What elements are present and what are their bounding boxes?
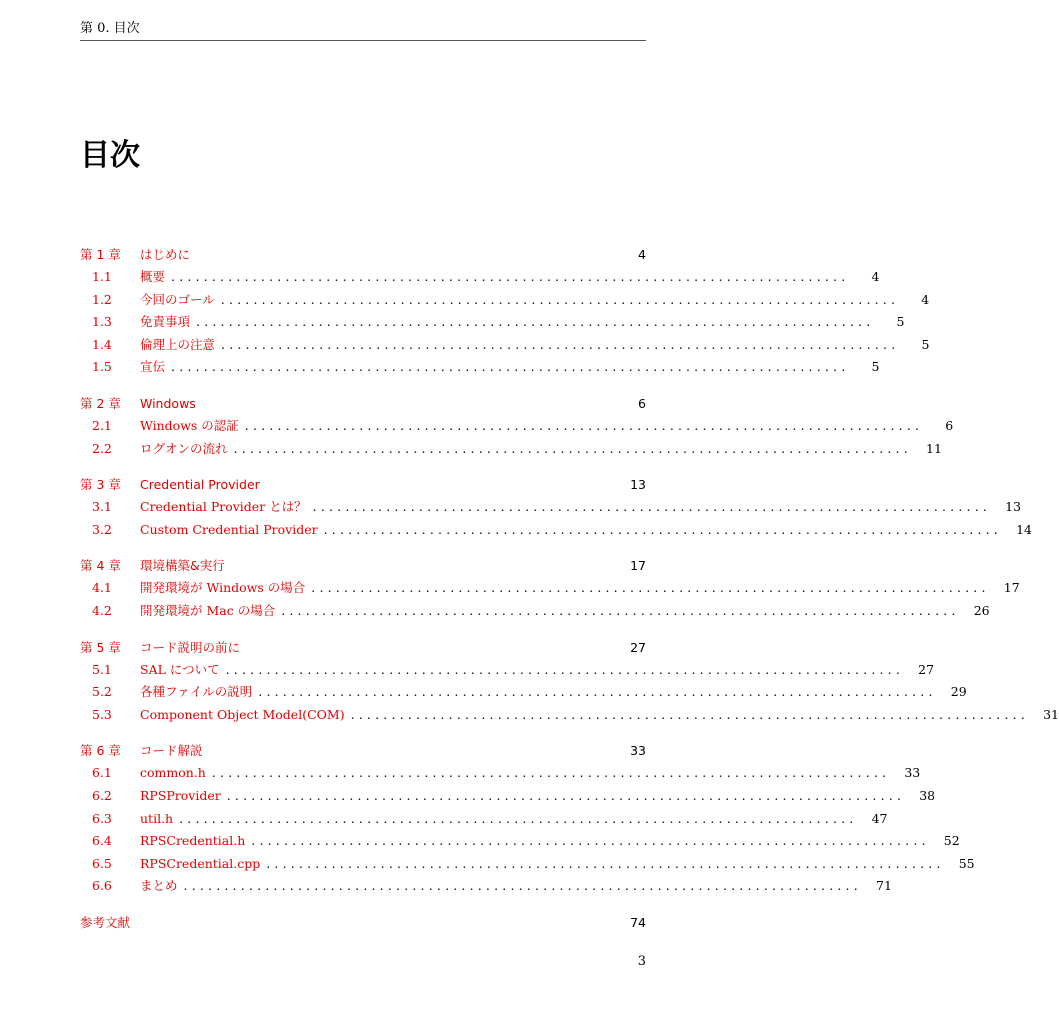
dot-leader: ................................................................................... <box>183 878 862 894</box>
chapter-number: 第 5 章 <box>80 639 121 655</box>
chapter-title: Credential Provider <box>140 477 260 493</box>
dot-leader: ................................................................................... <box>211 765 891 781</box>
chapter-page: 33 <box>630 743 646 759</box>
section-page: 55 <box>958 855 975 871</box>
table-of-contents <box>80 244 1059 934</box>
section-title: util.h <box>140 810 174 826</box>
section-title: ログオンの流れ <box>140 440 228 456</box>
dot-leader: ................................................................................... <box>221 336 900 352</box>
running-header: 第 0. 目次 <box>80 21 140 36</box>
dot-leader: ................................................................................... <box>233 440 912 456</box>
dot-leader: ................................................................................... <box>171 269 850 284</box>
section-page: 11 <box>926 440 942 456</box>
section-title: Component Object Model(COM) <box>140 706 345 722</box>
chapter-number: 第 3 章 <box>80 477 121 493</box>
toc-section-6-5[interactable] <box>80 853 975 876</box>
dot-leader: ................................................................................... <box>311 580 990 596</box>
toc-section-6-1[interactable] <box>80 762 921 785</box>
dot-leader: ................................................................................... <box>258 684 937 700</box>
chapter-number: 第 6 章 <box>80 743 121 759</box>
toc-section-6-4[interactable] <box>80 830 960 853</box>
chapter-title: コード説明の前に <box>140 639 241 655</box>
dot-leader: ................................................................................... <box>171 359 850 375</box>
section-title: common.h <box>140 765 206 781</box>
section-title: Custom Credential Provider <box>140 521 318 537</box>
section-page: 29 <box>950 684 967 700</box>
toc-section-1-1[interactable] <box>80 266 880 289</box>
section-page: 38 <box>919 787 936 803</box>
section-title: 各種ファイルの説明 <box>140 684 253 700</box>
toc-section-5-2[interactable] <box>80 681 967 704</box>
dot-leader: ................................................................................... <box>323 521 1002 537</box>
section-page: 4 <box>871 269 880 284</box>
toc-section-2-2[interactable] <box>80 438 942 461</box>
section-page: 52 <box>943 833 960 849</box>
dot-leader: ................................................................................... <box>196 314 875 330</box>
section-title: SAL について <box>140 661 220 677</box>
section-title: RPSCredential.h <box>140 833 246 849</box>
section-page: 5 <box>871 359 880 375</box>
toc-chapter-4[interactable] <box>80 555 646 577</box>
toc-chapter-1[interactable] <box>80 244 646 266</box>
section-title: Credential Provider とは？ <box>140 499 307 515</box>
references-page: 74 <box>630 914 646 930</box>
toc-section-6-3[interactable] <box>80 808 888 831</box>
section-title: RPSCredential.cpp <box>140 855 261 871</box>
toc-chapter-6[interactable] <box>80 740 646 762</box>
section-page: 5 <box>921 336 930 352</box>
section-title: Windows の認証 <box>140 417 239 433</box>
chapter-page: 6 <box>638 395 646 411</box>
dot-leader: ................................................................................... <box>226 787 906 803</box>
dot-leader: ................................................................................... <box>244 417 924 433</box>
section-title: 倫理上の注意 <box>140 336 216 352</box>
toc-section-1-5[interactable] <box>80 356 880 379</box>
chapter-page: 13 <box>630 477 646 493</box>
chapter-number: 第 1 章 <box>80 247 121 262</box>
dot-leader: ................................................................................... <box>350 706 1029 722</box>
section-title: 宣伝 <box>140 359 166 375</box>
toc-chapter-3[interactable] <box>80 474 646 496</box>
section-page: 31 <box>1043 706 1059 722</box>
toc-section-6-2[interactable] <box>80 785 936 808</box>
chapter-number: 第 4 章 <box>80 558 121 574</box>
section-number: 6.4 <box>92 833 112 849</box>
dot-leader: ................................................................................... <box>266 855 945 871</box>
section-number: 2.2 <box>92 440 112 456</box>
toc-chapter-2[interactable] <box>80 393 646 415</box>
section-number: 4.2 <box>92 602 112 618</box>
section-number: 6.5 <box>92 855 112 871</box>
toc-section-1-3[interactable] <box>80 311 905 334</box>
section-number: 6.2 <box>92 787 112 803</box>
section-page: 6 <box>945 417 954 433</box>
dot-leader: ................................................................................... <box>225 661 905 677</box>
toc-section-3-2[interactable] <box>80 519 1032 542</box>
page-number: 3 <box>637 954 646 969</box>
toc-section-2-1[interactable] <box>80 415 954 438</box>
section-page: 26 <box>973 602 990 618</box>
page-title: 目次 <box>80 138 140 173</box>
dot-leader: ................................................................................... <box>220 291 900 307</box>
toc-section-3-1[interactable] <box>80 496 1022 519</box>
section-title: 概要 <box>140 269 166 284</box>
section-title: 開発環境が Windows の場合 <box>140 580 306 596</box>
section-number: 5.3 <box>92 706 112 722</box>
references-title: 参考文献 <box>80 914 131 930</box>
section-page: 13 <box>1005 499 1022 515</box>
section-number: 5.2 <box>92 684 112 700</box>
toc-section-1-4[interactable] <box>80 334 930 357</box>
section-page: 27 <box>918 661 935 677</box>
section-title: まとめ <box>140 878 178 894</box>
section-number: 4.1 <box>92 580 112 596</box>
section-number: 5.1 <box>92 661 112 677</box>
section-number: 3.1 <box>92 499 112 515</box>
section-page: 4 <box>921 291 930 307</box>
section-number: 6.6 <box>92 878 112 894</box>
section-page: 71 <box>876 878 892 894</box>
section-title: RPSProvider <box>140 787 221 803</box>
dot-leader: ................................................................................... <box>312 499 992 515</box>
toc-section-6-6[interactable] <box>80 875 892 898</box>
section-number: 1.1 <box>92 269 112 284</box>
toc-section-4-1[interactable] <box>80 577 1020 600</box>
chapter-title: 環境構築&実行 <box>140 558 225 574</box>
section-page: 5 <box>896 314 905 330</box>
chapter-number: 第 2 章 <box>80 395 121 411</box>
dot-leader: ................................................................................... <box>281 602 960 618</box>
toc-chapter-5[interactable] <box>80 637 646 659</box>
chapter-title: はじめに <box>140 247 191 262</box>
toc-section-4-2[interactable] <box>80 600 990 623</box>
section-number: 1.2 <box>92 291 112 307</box>
section-number: 1.3 <box>92 314 112 330</box>
chapter-title: Windows <box>140 395 196 411</box>
toc-section-1-2[interactable] <box>80 289 930 312</box>
chapter-page: 17 <box>630 558 646 574</box>
toc-section-5-3[interactable] <box>80 704 1059 727</box>
chapter-page: 4 <box>638 247 646 262</box>
section-number: 6.1 <box>92 765 112 781</box>
dot-leader: ................................................................................... <box>179 810 858 826</box>
toc-references[interactable] <box>80 912 646 934</box>
section-number: 6.3 <box>92 810 112 826</box>
section-number: 3.2 <box>92 521 112 537</box>
section-title: 開発環境が Mac の場合 <box>140 602 276 618</box>
header-rule <box>80 40 646 41</box>
section-page: 47 <box>871 810 888 826</box>
section-number: 1.5 <box>92 359 112 375</box>
section-number: 1.4 <box>92 336 112 352</box>
section-page: 17 <box>1003 580 1020 596</box>
chapter-page: 27 <box>630 639 646 655</box>
section-page: 14 <box>1016 521 1032 537</box>
section-page: 33 <box>904 765 921 781</box>
section-number: 2.1 <box>92 417 112 433</box>
toc-section-5-1[interactable] <box>80 659 935 682</box>
section-title: 免責事項 <box>140 314 191 330</box>
chapter-title: コード解説 <box>140 743 203 759</box>
dot-leader: ................................................................................... <box>251 833 930 849</box>
section-title: 今回のゴール <box>140 291 215 307</box>
